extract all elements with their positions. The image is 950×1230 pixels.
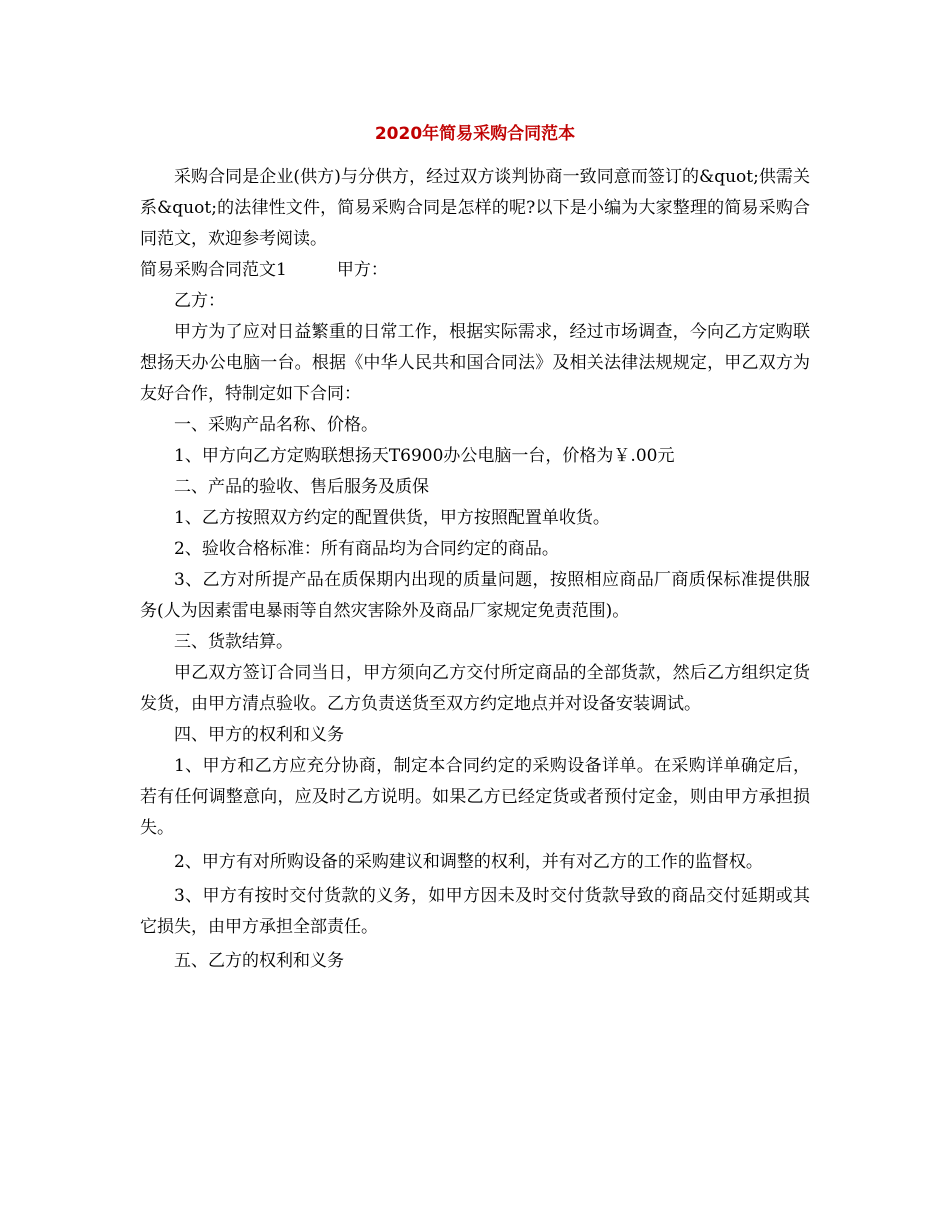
section-heading-5: 五、乙方的权利和义务 [174, 951, 344, 971]
section2-item-1: 1、乙方按照双方约定的配置供货，甲方按照配置单收货。 [174, 508, 610, 528]
sample-heading: 简易采购合同范文1 [140, 260, 287, 280]
party-b-label: 乙方： [174, 291, 225, 311]
section-heading-4: 四、甲方的权利和义务 [174, 725, 344, 745]
section-heading-2: 二、产品的验收、售后服务及质保 [174, 477, 429, 497]
section2-item-3: 3、乙方对所提产品在质保期内出现的质量问题，按照相应商品厂商质保标准提供服务(人为因素雷电暴雨等自然灾害除外及商品厂家规定免责范围)。 [140, 570, 810, 621]
section-heading-1: 一、采购产品名称、价格。 [174, 415, 378, 435]
sample-heading-line [140, 255, 810, 286]
section4-item-1: 1、甲方和乙方应充分协商，制定本合同约定的采购设备详单。在采购详单确定后，若有任何调整意向，应及时乙方说明。如果乙方已经定货或者预付定金，则由甲方承担损失。 [140, 756, 810, 838]
section4-item-2: 2、甲方有对所购设备的采购建议和调整的权利，并有对乙方的工作的监督权。 [174, 852, 763, 872]
section-heading-3: 三、货款结算。 [174, 632, 293, 652]
section2-item-2: 2、验收合格标准：所有商品均为合同约定的商品。 [174, 539, 559, 559]
section1-item-1: 1、甲方向乙方定购联想扬天T6900办公电脑一台，价格为￥.00元 [174, 446, 675, 466]
section3-text: 甲乙双方签订合同当日，甲方须向乙方交付所定商品的全部货款，然后乙方组织定货发货，由甲方清点验收。乙方负责送货至双方约定地点并对设备安装调试。 [140, 663, 810, 714]
document-body [140, 162, 810, 977]
intro-paragraph: 采购合同是企业(供方)与分供方，经过双方谈判协商一致同意而签订的&quot;供需关系&quot;的法律性文件，简易采购合同是怎样的呢?以下是小编为大家整理的简易采购合同范文，欢迎参考阅读。 [140, 167, 810, 249]
section4-item-3: 3、甲方有按时交付货款的义务，如甲方因未及时交付货款导致的商品交付延期或其它损失，由甲方承担全部责任。 [140, 886, 810, 937]
document-title: 2020年简易采购合同范本 [374, 124, 576, 144]
preamble-paragraph: 甲方为了应对日益繁重的日常工作，根据实际需求，经过市场调查，今向乙方定购联想扬天办公电脑一台。根据《中华人民共和国合同法》及相关法律法规规定，甲乙双方为友好合作，特制定如下合同： [140, 322, 810, 404]
party-a-label: 甲方： [336, 260, 388, 280]
